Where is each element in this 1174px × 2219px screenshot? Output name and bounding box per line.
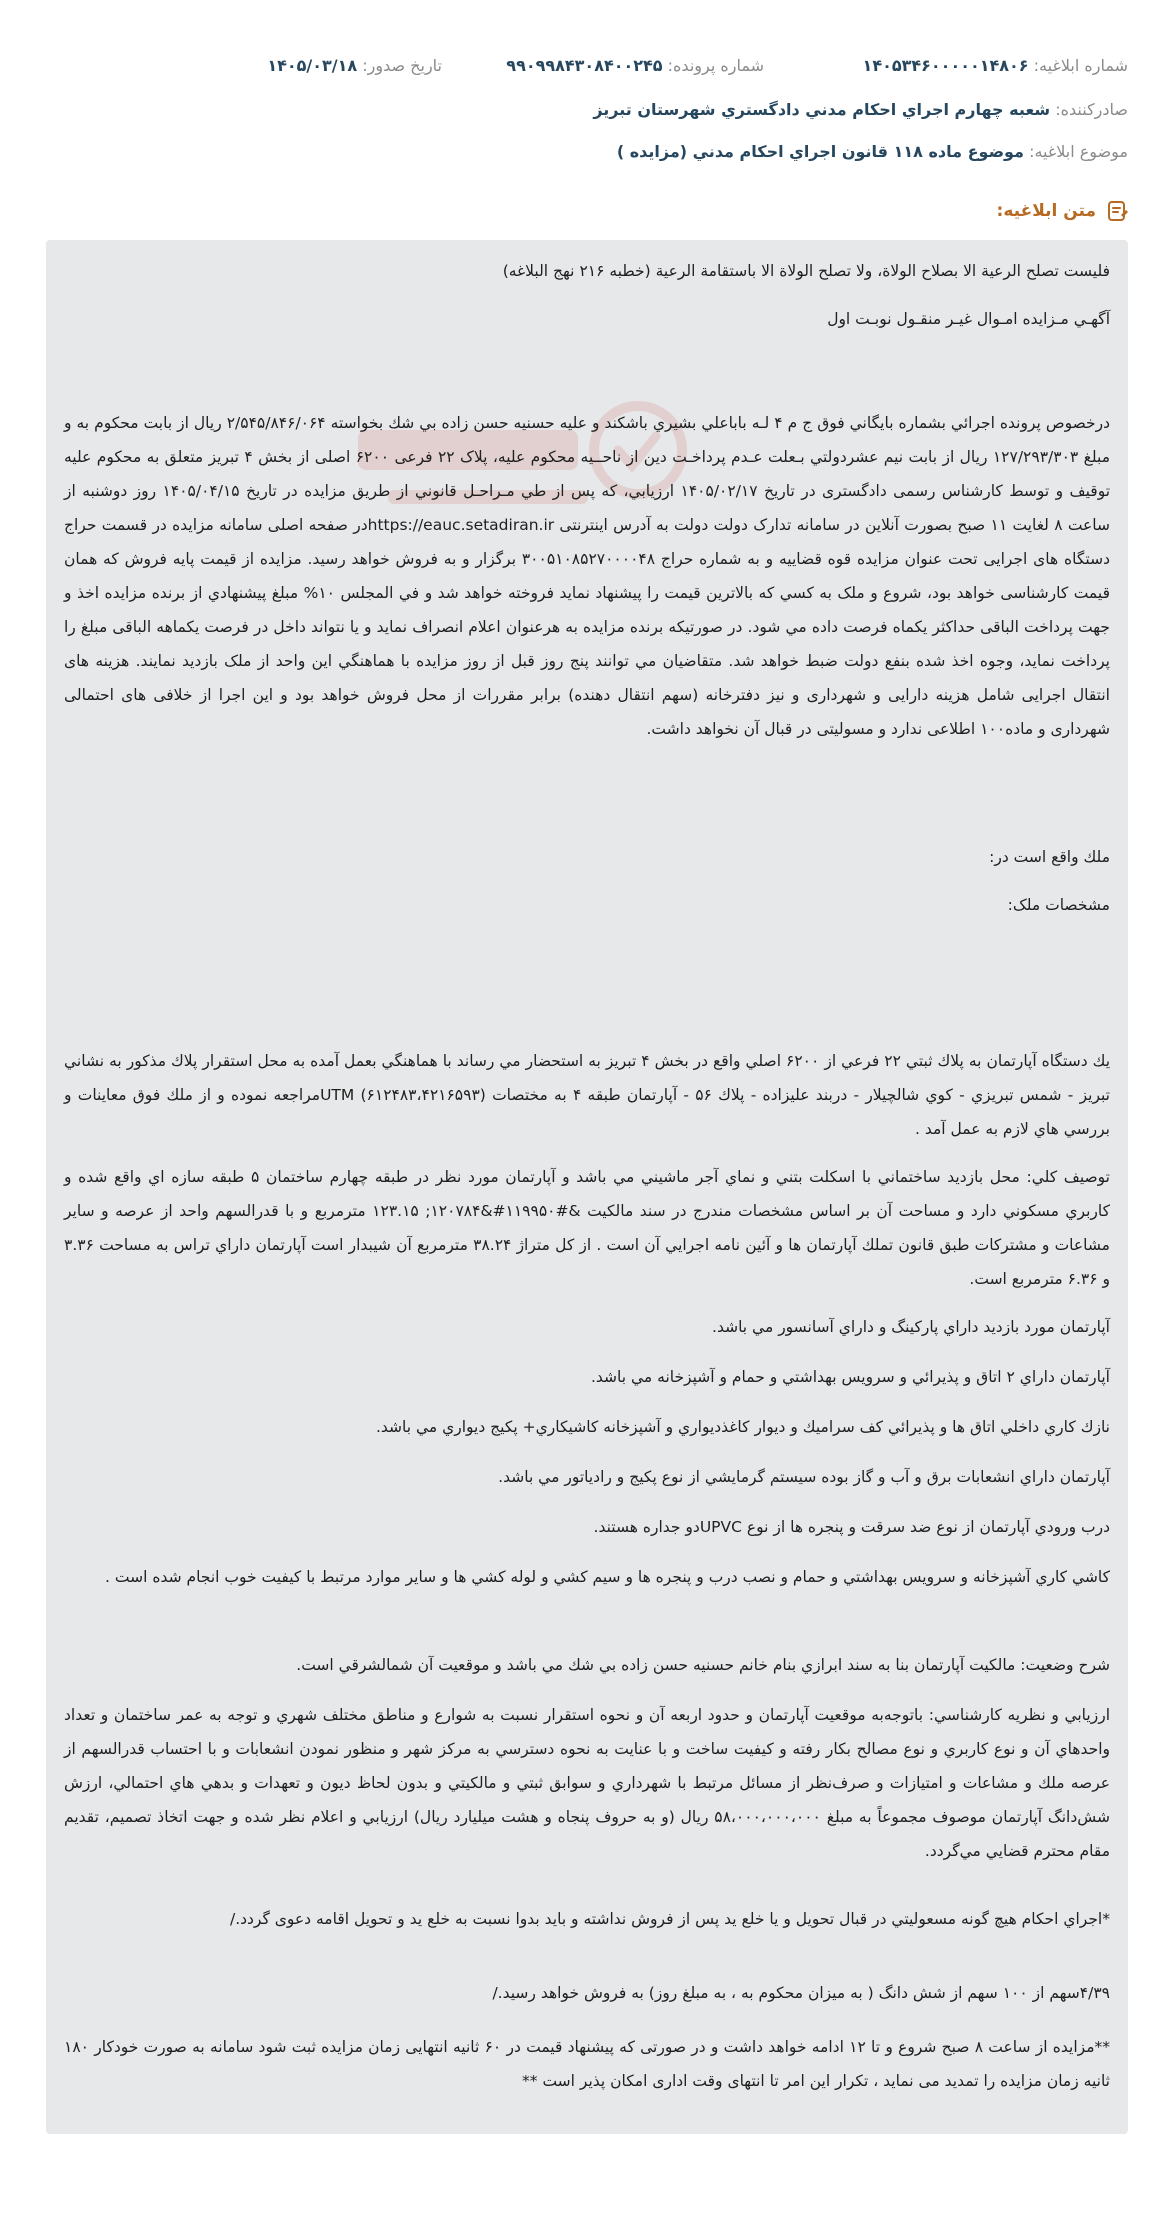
notice-paragraph: آپارتمان داراي ۲ اتاق و پذيرائي و سرويس بهداشتي و حمام و آشپزخانه مي باشد. (590, 1368, 1110, 1386)
meta-row-numbers (40, 54, 1128, 78)
issuer-label: صادرکننده: (1055, 100, 1128, 119)
notice-paragraph: مشخصات ملک: (1007, 896, 1110, 914)
subject-value: موضوع ماده ۱۱۸ قانون اجراي احكام مدني (مزايده ) (616, 142, 1024, 161)
notice-paragraph: *اجراي احكام هيچ گونه مسعوليتي در قبال تحويل و يا خلع يد پس از فروش نداشته و بايد بدوا نسبت به خلع يد و تحويل اقامه دعوی گردد./ (229, 1910, 1110, 1928)
notice-number-field (863, 54, 1128, 78)
notice-paragraph: ۴/۳۹سهم از ۱۰۰ سهم از شش دانگ ( به ميزان محكوم به ، به مبلغ روز) به فروش خواهد رسيد./ (492, 1984, 1110, 2002)
notice-paragraph: نازك كاري داخلي اتاق ها و پذيرائي كف سراميك و ديوار كاغذديواري و آشپزخانه كاشيكاري+ پكيج ديواري مي باشد. (375, 1418, 1110, 1436)
notice-paragraph: كاشي كاري آشپزخانه و سرويس بهداشتي و حمام و نصب درب و پنجره ها و سيم كشي و لوله كشي ها و ساير موارد مرتبط با كيفيت خوب انجام شده است . (105, 1568, 1110, 1586)
notice-section-title (997, 196, 1130, 226)
notice-paragraph: آگهـي مـزايده امـوال غيـر منقـول نوبـت اول (827, 310, 1110, 328)
case-number-label: شماره پرونده: (667, 56, 764, 75)
notice-paragraph: آپارتمان مورد بازديد داراي پاركينگ و داراي آسانسور مي باشد. (712, 1318, 1110, 1336)
meta-row-subject (40, 140, 1128, 164)
issue-date-value: ۱۴۰۵/۰۳/۱۸ (267, 56, 358, 75)
notice-number-value: ۱۴۰۵۳۴۶۰۰۰۰۰۱۴۸۰۶ (862, 56, 1029, 75)
issue-date-field (267, 54, 442, 78)
notice-section-label: متن ابلاغیه: (996, 201, 1096, 221)
notice-paragraph: يك دستگاه آپارتمان به پلاك ثبتي ۲۲ فرعي از ۶۲۰۰ اصلي واقع در بخش ۴ تبريز به استحضار مي رساند با هماهنگي بعمل آمده به محل استقرار پلاك مذكور به نشاني تبريز - شمس تبريزي - كوي شالچيلار - دربند عليزاده - پلاك ۵۶ - آپارتمان طبقه ۴ به مختصات (۶۱۲۴۸۳،۴۲۱۶۵۹۳) UTMمراجعه نموده و از ملك فوق معاينات و بررسي هاي لازم به عمل آمد . (64, 1052, 1111, 1138)
issuer-value: شعبه چهارم اجراي احكام مدني دادگستري شهرستان تبريز (593, 100, 1051, 119)
subject-label: موضوع ابلاغیه: (1029, 142, 1128, 161)
notice-body (46, 240, 1128, 2134)
notice-paragraph: **مزايده از ساعت ۸ صبح شروع و تا ۱۲ ادامه خواهد داشت و در صورتی كه پيشنهاد قيمت در ۶۰ ثانيه انتهايی زمان مزايده ثبت شود سامانه به صورت خودكار ۱۸۰ ثانيه زمان مزايده را تمديد می نمايد ، تكرار اين امر تا انتهای وقت اداری امكان پذير است ** (64, 2038, 1111, 2090)
case-number-value: ۹۹۰۹۹۸۴۳۰۸۴۰۰۲۴۵ (506, 56, 663, 75)
notice-paragraph: توصيف كلي: محل بازديد ساختماني با اسكلت بتني و نماي آجر ماشيني مي باشد و آپارتمان مورد نظر در طبقه چهارم ساختمان ۵ طبقه سازه اي واقع شده و كاربري مسكوني دارد و مساحت آن بر اساس مشخصات مندرج در سند مالكيت &#۱۱۹۹۵۰#&۱۲۰۷۸۴; ۱۲۳.۱۵ مترمربع و با قدرالسهم واحد از عرصه و ساير مشاعات و مشتركات طبق قانون تملك آپارتمان ها و آئين نامه اجرايي آن است . از كل متراژ ۳۸.۲۴ مترمربع آن شيبدار است آپارتمان داراي تراس به مساحت ۳.۳۶ و ۶.۳۶ مترمربع است. (64, 1168, 1110, 1288)
notice-paragraph: ارزيابي و نظريه كارشناسي: باتوجه‌به موقعيت آپارتمان و حدود اربعه آن و نحوه استقرار نسبت به شوارع و مناطق مختلف شهري و توجه به عمر ساختمان و تعداد واحدهاي آن و نوع كاربري و نوع مصالح بكار رفته و كيفيت ساخت و با عنايت به نحوه دسترسي به مركز شهر و منظور نمودن انشعابات و با احتساب قدرالسهم از عرصه ملك و مشاعات و امتيازات و صرف‌نظر از مسائل مرتبط با شهرداري و سوابق ثبتي و مالكيتي و بدون لحاظ ديون و تعهدات و بدهي هاي احتمالي، ارزش شش‌دانگ آپارتمان موصوف مجموعاً به مبلغ ۵۸،۰۰۰،۰۰۰،۰۰۰ ريال (و به حروف پنجاه و هشت ميليارد ريال) ارزيابي و اعلام نظر شده و جهت اتخاذ تصميم، تقديم مقام محترم قضايي مي‌گردد. (64, 1706, 1110, 1860)
notice-number-label: شماره ابلاغیه: (1033, 56, 1128, 75)
notice-document-icon (1104, 198, 1130, 224)
notice-paragraph: فليست تصلح الرعية الا بصلاح الولاة، ولا تصلح الولاة الا باستقامة الرعية (خطبه ۲۱۶ نهج البلاغه) (502, 262, 1110, 280)
meta-row-issuer (40, 98, 1128, 122)
notice-paragraph: درب ورودي آپارتمان از نوع ضد سرقت و پنجره ها از نوع UPVCدو جداره هستند. (593, 1518, 1110, 1536)
notice-paragraph: درخصوص پرونده اجرائي بشماره بايگاني فوق ج م ۴ لـه باباعلي بشيري باشكند و عليه حسنيه حسن زاده بي شك بخواسته ۲/۵۴۵/۸۴۶/۰۶۴ ريال از بابت محكوم به و مبلغ ۱۲۷/۲۹۳/۳۰۳ ريال از بابت نيم عشردولتي بـعلت عـدم پرداخـت دين از ناحــيه محكوم عليه، پلاک ۲۲ فرعی ۶۲۰۰ اصلی از بخش ۴ تبريز متعلق به محكوم عليه توقيف و توسط كارشناس رسمی دادگستری در تاريخ ۱۴۰۵/۰۲/۱۷ ارزيابي، كه پس از طي مـراحـل قانوني از طريق مزايده در تاريخ ۱۴۰۵/۰۴/۱۵ روز دوشنبه از ساعت ۸ لغايت ۱۱ صبح بصورت آنلاين در سامانه تدارک دولت دولت به آدرس اينترنتی https://eauc.setadiran.irدر صفحه اصلی سامانه مزايده در قسمت حراج دستگاه های اجرايی تحت عنوان مزايده قوه قضاييه و به شماره حراج ۳۰۰۵۱۰۸۵۲۷۰۰۰۰۴۸ برگزار و به فروش خواهد رسيد. مزايده از قيمت پايه فروش كه همان قيمت كارشناسی خواهد بود، شروع و ملک به كسي كه بالاترين قيمت را پيشنهاد نمايد فروخته خواهد شد و في المجلس ۱۰% مبلغ پيشنهادي از برنده مزايده اخذ و جهت پرداخت الباقی حداكثر يكماه فرصت داده مي شود. در صورتيكه برنده مزايده به هرعنوان اعلام انصراف نمايد و يا نتواند داخل در فرصت يكماهه الباقی مبلغ را پرداخت نمايد، وجوه اخذ شده بنفع دولت ضبط خواهد شد. متقاضيان مي توانند پنج روز قبل از روز مزايده با هماهنگي اين واحد از ملک بازديد نمايند. هزينه های انتقال اجرايی شامل هزينه دارايی و شهرداری و نيز دفترخانه (سهم انتقال دهنده) برابر مقررات از محل فروش خواهد بود و اين اجرا از خلافی های احتمالی شهرداری و ماده۱۰۰ اطلاعی ندارد و مسوليتی در قبال آن نخواهد داشت. (64, 414, 1111, 738)
notice-paragraph: آپارتمان داراي انشعابات برق و آب و گاز بوده سيستم گرمايشي از نوع پكيج و رادياتور مي باشد. (498, 1468, 1110, 1486)
case-number-field (506, 54, 764, 78)
notice-paragraph: ملك واقع است در: (989, 848, 1110, 866)
issue-date-label: تاریخ صدور: (362, 56, 442, 75)
notice-paragraph: شرح وضعيت: مالكيت آپارتمان بنا به سند ابرازي بنام خانم حسنيه حسن زاده بي شك مي باشد و موقعيت آن شمالشرقي است. (296, 1656, 1110, 1674)
